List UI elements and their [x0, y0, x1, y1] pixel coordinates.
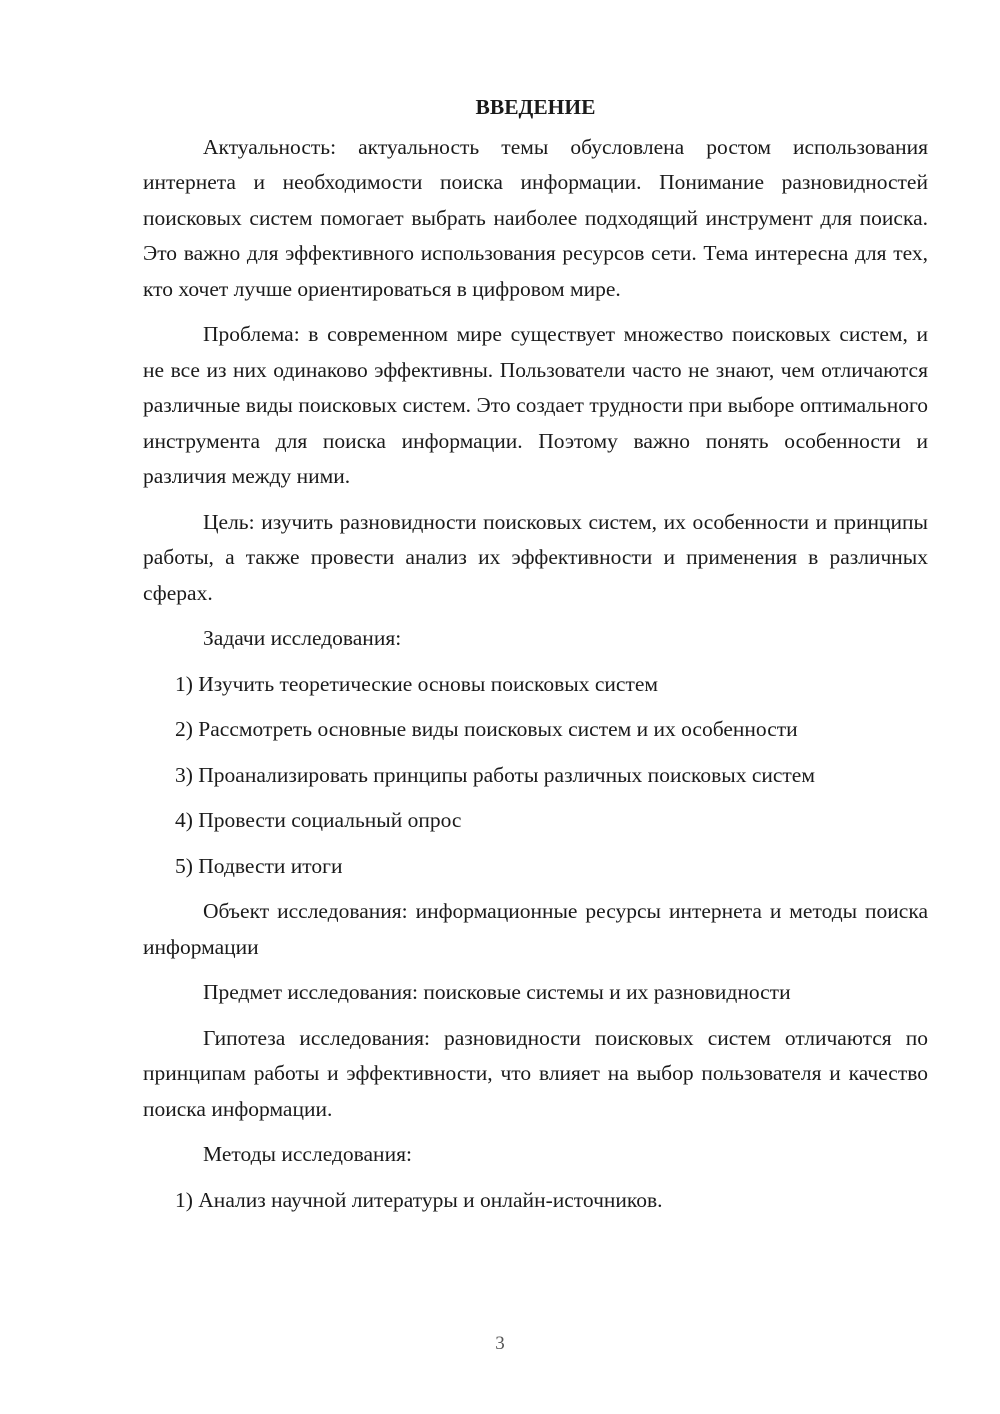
task-item-4: 4) Провести социальный опрос — [175, 808, 462, 832]
task-item-2: 2) Рассмотреть основные виды поисковых систем и их особенности — [175, 717, 798, 741]
task-item-3: 3) Проанализировать принципы работы различных поисковых систем — [175, 762, 815, 787]
page-number: 3 — [495, 1333, 505, 1354]
hypothesis-paragraph: Гипотеза исследования: разновидности поисковых систем отличаются по принципам работы и эффективности, что влияет на выбор пользователя и качество поиска информации. — [143, 1025, 928, 1121]
goal-paragraph: Цель: изучить разновидности поисковых систем, их особенности и принципы работы, а также провести анализ их эффективности и применения в различных сферах. — [143, 509, 928, 605]
problem-paragraph: Проблема: в современном мире существует множество поисковых систем, и не все из них одинаково эффективны. Пользователи часто не знают, чем отличаются различные виды поисковых систем. Это создает трудности при выборе оптимального инструмента для поиска информации. Поэтому важно понять особенности и различия между ними. — [143, 322, 928, 488]
tasks-heading: Задачи исследования: — [203, 626, 402, 650]
document-page — [143, 90, 928, 1228]
task-item-1: 1) Изучить теоретические основы поисковых систем — [175, 671, 659, 696]
object-paragraph: Объект исследования: информационные ресурсы интернета и методы поиска информации — [143, 899, 928, 959]
page-title: ВВЕДЕНИЕ — [475, 95, 596, 119]
task-item-5: 5) Подвести итоги — [175, 853, 343, 878]
relevance-paragraph: Актуальность: актуальность темы обусловлена ростом использования интернета и необходимости поиска информации. Понимание разновидностей поисковых систем помогает выбрать наиболее подходящий инструмент для поиска. Это важно для эффективного использования ресурсов сети. Тема интересна для тех, кто хочет лучше ориентироваться в цифровом мире. — [143, 134, 928, 301]
subject-paragraph: Предмет исследования: поисковые системы и их разновидности — [203, 980, 791, 1004]
methods-heading: Методы исследования: — [203, 1142, 412, 1166]
method-item-1: 1) Анализ научной литературы и онлайн-источников. — [175, 1187, 663, 1212]
